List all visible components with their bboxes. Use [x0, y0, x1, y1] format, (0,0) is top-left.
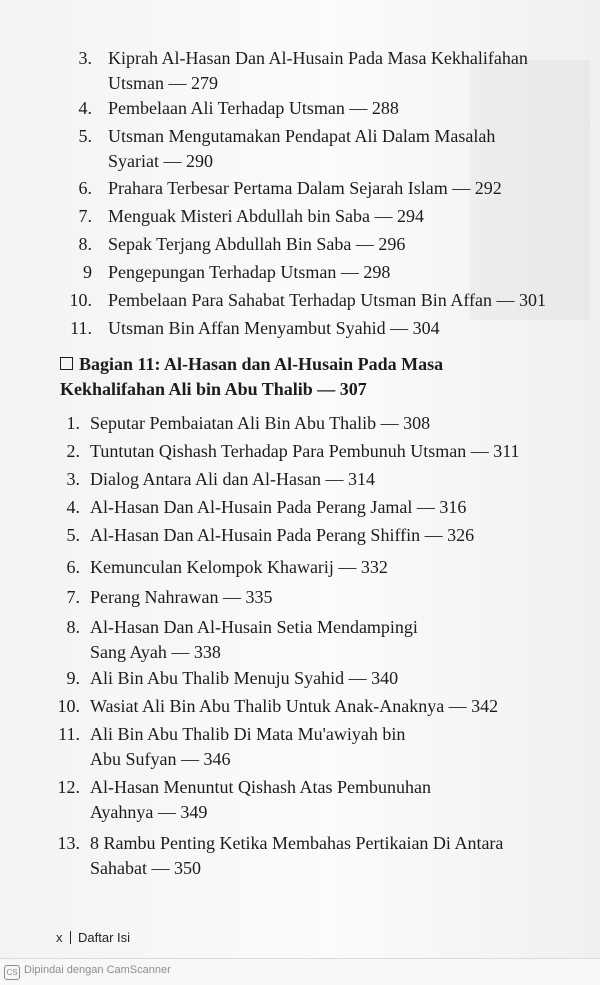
footer-label: Daftar Isi: [78, 930, 131, 945]
toc-item-number: 6.: [66, 557, 80, 577]
toc-item-number: 7.: [66, 587, 80, 607]
toc-item-text: Tuntutan Qishash Terhadap Para Pembunuh Utsman — 311: [90, 441, 520, 461]
footer-divider: [70, 931, 72, 944]
toc-item-text: Al-Hasan Dan Al-Husain Setia Mendampingi Sang Ayah — 338: [90, 617, 418, 662]
toc-item-number: 5.: [78, 126, 92, 146]
toc-item-number: 12.: [57, 777, 80, 797]
section-title-line1: Bagian 11: Al-Hasan dan Al-Husain Pada Masa: [79, 354, 444, 374]
toc-item-text: Kemunculan Kelompok Khawarij — 332: [90, 557, 388, 577]
toc-item-number: 11.: [70, 318, 92, 338]
toc-item-text: Seputar Pembaiatan Ali Bin Abu Thalib — 308: [90, 413, 431, 433]
toc-item-text: Kiprah Al-Hasan Dan Al-Husain Pada Masa Kekhalifahan Utsman — 279: [108, 48, 528, 93]
toc-item-number: 1.: [66, 413, 80, 433]
toc-item-text: 8 Rambu Penting Ketika Membahas Pertikaian Di Antara Sahabat — 350: [90, 833, 504, 878]
toc-item-text: Wasiat Ali Bin Abu Thalib Untuk Anak-Anaknya — 342: [90, 696, 499, 716]
toc-item-text: Utsman Bin Affan Menyambut Syahid — 304: [108, 318, 440, 338]
toc-item-number: 7.: [78, 206, 92, 226]
section-heading: [60, 352, 580, 402]
toc-item-text: Ali Bin Abu Thalib Di Mata Mu'awiyah bin Abu Sufyan — 346: [90, 724, 406, 769]
toc-item-text: Sepak Terjang Abdullah Bin Saba — 296: [108, 234, 406, 254]
toc-item-text: Al-Hasan Dan Al-Husain Pada Perang Shiffin — 326: [90, 525, 475, 545]
scanner-watermark-bar: [0, 958, 600, 985]
toc-item-text: Menguak Misteri Abdullah bin Saba — 294: [108, 206, 424, 226]
toc-item-text: Pembelaan Ali Terhadap Utsman — 288: [108, 98, 399, 118]
toc-item-number: 2.: [66, 441, 80, 461]
checkbox-bullet-icon: [60, 357, 73, 370]
toc-item-text: Perang Nahrawan — 335: [90, 587, 273, 607]
camscanner-logo-icon: CS: [4, 965, 20, 980]
scanner-text: Dipindai dengan CamScanner: [24, 964, 171, 976]
toc-item-text: Ali Bin Abu Thalib Menuju Syahid — 340: [90, 668, 399, 688]
section-title-line2: Kekhalifahan Ali bin Abu Thalib — 307: [60, 379, 367, 399]
toc-item-number: 13.: [57, 833, 80, 853]
toc-item-text: Pembelaan Para Sahabat Terhadap Utsman Bin Affan — 301: [108, 290, 546, 310]
toc-item-number: 4.: [78, 98, 92, 118]
toc-item-number: 11.: [58, 724, 80, 744]
toc-item-text: Al-Hasan Menuntut Qishash Atas Pembunuhan Ayahnya — 349: [90, 777, 431, 822]
toc-item-text: Dialog Antara Ali dan Al-Hasan — 314: [90, 469, 375, 489]
toc-item-number: 9: [83, 262, 92, 282]
toc-item-number: 3.: [66, 469, 80, 489]
toc-item-number: 9.: [66, 668, 80, 688]
toc-item-number: 3.: [78, 48, 92, 68]
page-footer: [56, 930, 130, 945]
toc-item-number: 8.: [66, 617, 80, 637]
scanner-watermark: [4, 964, 171, 980]
toc-item-number: 5.: [66, 525, 80, 545]
toc-item-text: Al-Hasan Dan Al-Husain Pada Perang Jamal — 316: [90, 497, 467, 517]
page-number: x: [56, 930, 63, 945]
toc-item-number: 10.: [57, 696, 80, 716]
toc-item-text: Prahara Terbesar Pertama Dalam Sejarah Islam — 292: [108, 178, 502, 198]
toc-item-text: Utsman Mengutamakan Pendapat Ali Dalam Masalah Syariat — 290: [108, 126, 496, 171]
toc-item-number: 6.: [78, 178, 92, 198]
toc-item-text: Pengepungan Terhadap Utsman — 298: [108, 262, 391, 282]
toc-item-number: 10.: [69, 290, 92, 310]
toc-item-number: 4.: [66, 497, 80, 517]
toc-item-number: 8.: [78, 234, 92, 254]
